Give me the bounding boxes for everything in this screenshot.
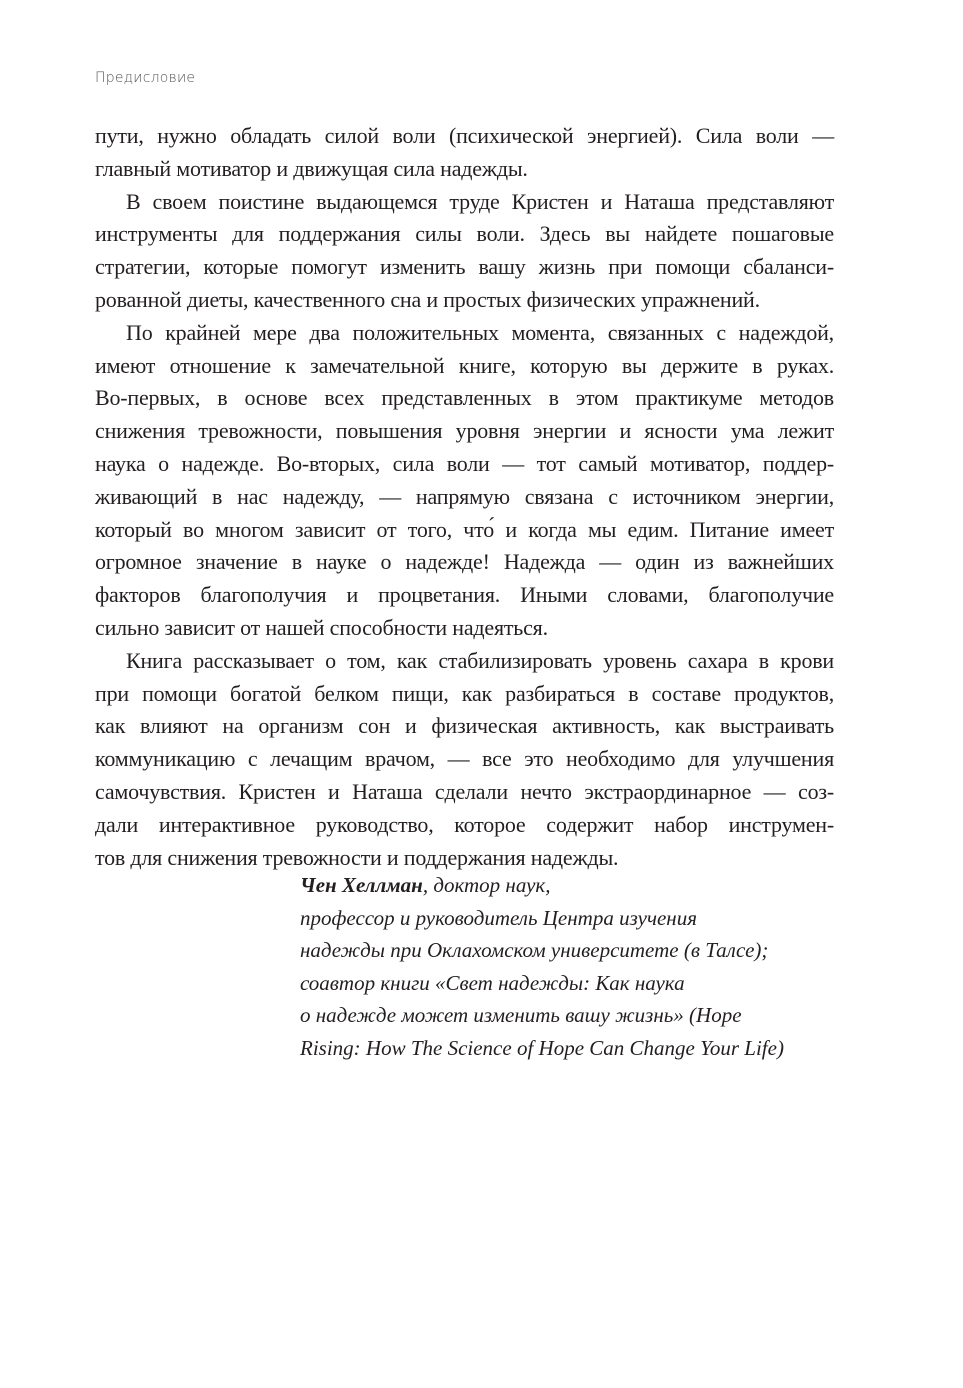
- text-line: который во многом зависит от того, что́ и когда мы едим. Питание имеет: [95, 516, 834, 542]
- text-line: самочувствия. Кристен и Наташа сделали нечто экстраординарное — соз-: [95, 778, 834, 804]
- paragraph: [95, 186, 834, 317]
- signature-line: соавтор книги «Свет надежды: Как наука: [300, 970, 685, 995]
- paragraph: [95, 120, 834, 186]
- text-line: Книга рассказывает о том, как стабилизировать уровень сахара в крови: [126, 647, 834, 673]
- text-line: при помощи богатой белком пищи, как разбираться в составе продуктов,: [95, 680, 834, 706]
- text-line: живающий в нас надежду, — напрямую связана с источником энергии,: [95, 483, 834, 509]
- text-line: По крайней мере два положительных момента, связанных с надеждой,: [126, 319, 834, 345]
- text-line: тов для снижения тревожности и поддержания надежды.: [95, 844, 619, 870]
- signature-block: [300, 869, 784, 1065]
- text-line: имеют отношение к замечательной книге, которую вы держите в руках.: [95, 352, 834, 378]
- signature-line: Rising: How The Science of Hope Can Change Your Life): [300, 1035, 784, 1060]
- text-line: Во-первых, в основе всех представленных в этом практикуме методов: [95, 385, 834, 411]
- signature-line: о надежде может изменить вашу жизнь» (Hope: [300, 1003, 742, 1028]
- text-line: огромное значение в науке о надежде! Надежда — один из важнейших: [95, 549, 834, 575]
- paragraph: [95, 645, 834, 875]
- text-line: главный мотиватор и движущая сила надежды.: [95, 155, 528, 181]
- author-name: Чен Хеллман: [300, 873, 423, 897]
- signature-line: надежды при Оклахомском университете (в Талсе);: [300, 938, 769, 963]
- text-line: наука о надежде. Во-вторых, сила воли — тот самый мотиватор, поддер-: [95, 450, 834, 476]
- text-line: дали интерактивное руководство, которое содержит набор инструмен-: [95, 811, 834, 837]
- signature-line: профессор и руководитель Центра изучения: [300, 905, 697, 930]
- text-line: снижения тревожности, повышения уровня энергии и ясности ума лежит: [95, 418, 834, 444]
- text-line: стратегии, которые помогут изменить вашу жизнь при помощи сбаланси-: [95, 254, 834, 280]
- text-line: коммуникацию с лечащим врачом, — все это необходимо для улучшения: [95, 746, 834, 772]
- text-line: как влияют на организм сон и физическая активность, как выстраивать: [95, 713, 834, 739]
- running-head: Предисловие: [95, 70, 196, 86]
- text-line: рованной диеты, качественного сна и простых физических упражнений.: [95, 286, 760, 312]
- text-line: инструменты для поддержания силы воли. Здесь вы найдете пошаговые: [95, 221, 834, 247]
- text-line: пути, нужно обладать силой воли (психической энергией). Сила воли —: [95, 123, 834, 148]
- body-text: [95, 120, 834, 874]
- text-line: сильно зависит от нашей способности надеяться.: [95, 614, 548, 640]
- author-degree: , доктор наук,: [422, 873, 551, 897]
- signature-first-line: [300, 869, 784, 902]
- text-line: факторов благополучия и процветания. Иными словами, благополучие: [95, 582, 834, 608]
- text-line: В своем поистине выдающемся труде Кристен и Наташа представляют: [126, 188, 834, 214]
- paragraph: [95, 317, 834, 645]
